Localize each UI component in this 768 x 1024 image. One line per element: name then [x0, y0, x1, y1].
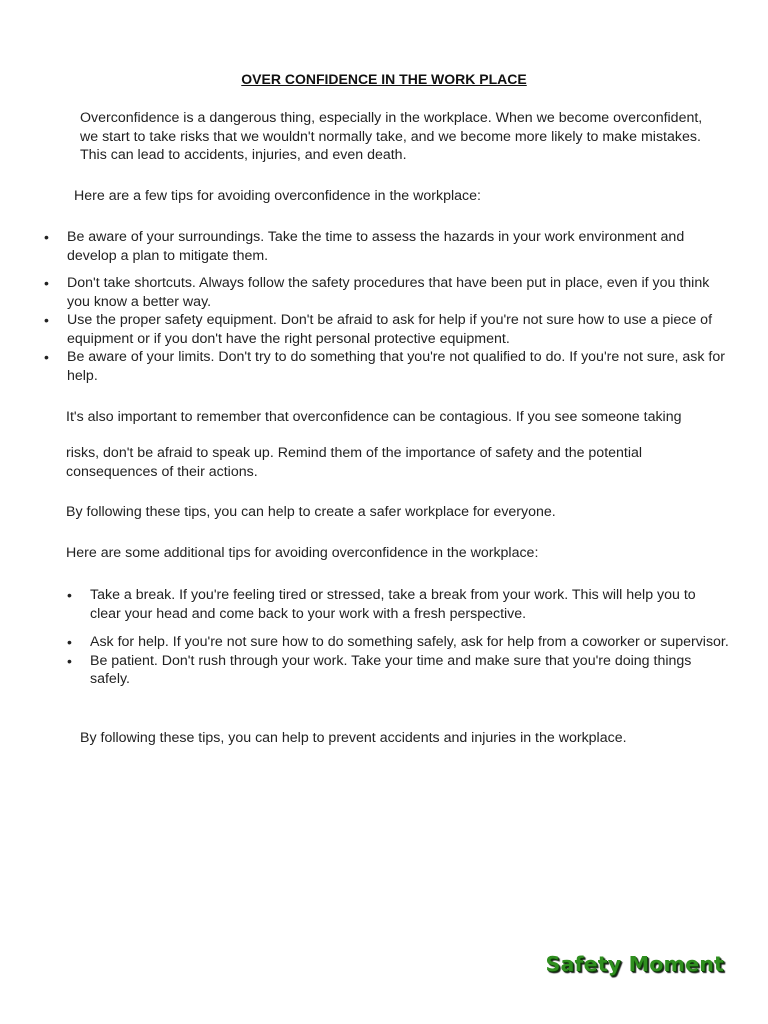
bullet-icon: • [44, 312, 49, 328]
additional-tips-list [67, 586, 730, 689]
list-item-text: Use the proper safety equipment. Don't be afraid to ask for help if you're not sure how to use a piece of equipment or if you don't have the right personal protective equipment. [67, 312, 713, 347]
list-item-text: Be patient. Don't rush through your work. Take your time and make sure that you're doing things safely. [90, 652, 692, 687]
list-item [44, 311, 727, 348]
list-item-text: Be aware of your limits. Don't try to do something that you're not qualified to do. If you're not sure, ask for help. [67, 349, 725, 384]
bullet-icon: • [67, 634, 72, 650]
safety-moment-logo: Safety Moment [545, 952, 724, 976]
document-title: OVER CONFIDENCE IN THE WORK PLACE [241, 71, 527, 87]
list-item [44, 274, 727, 311]
list-item-text: Ask for help. If you're not sure how to do something safely, ask for help from a coworker or supervisor. [90, 634, 729, 650]
list-item-text: Take a break. If you're feeling tired or stressed, take a break from your work. This will help you to clear your head and come back to your work with a fresh perspective. [90, 587, 696, 622]
contagious-paragraph-line1: It's also important to remember that overconfidence can be contagious. If you see someone taking [66, 409, 682, 425]
list-item [44, 348, 727, 385]
bullet-icon: • [67, 652, 72, 669]
closing-paragraph: By following these tips, you can help to prevent accidents and injuries in the workplace. [80, 730, 627, 746]
list-item [67, 652, 730, 689]
contagious-paragraph-line2: risks, don't be afraid to speak up. Remind them of the importance of safety and the potential consequences of their actions. [66, 445, 643, 480]
additional-tips-intro: Here are some additional tips for avoiding overconfidence in the workplace: [66, 545, 539, 561]
list-item [44, 228, 727, 265]
bullet-icon: • [44, 349, 49, 365]
list-item [67, 633, 730, 652]
tips-intro-paragraph: Here are a few tips for avoiding overconfidence in the workplace: [74, 188, 481, 204]
bullet-icon: • [44, 275, 49, 291]
bullet-icon: • [44, 229, 49, 245]
list-item [67, 586, 730, 623]
following-tips-paragraph: By following these tips, you can help to create a safer workplace for everyone. [66, 504, 556, 520]
intro-paragraph: Overconfidence is a dangerous thing, especially in the workplace. When we become overconfident, we start to take risks that we wouldn't normally take, and we become more likely to make mistakes. This can lead to accidents, injuries, and even death. [80, 110, 703, 163]
list-item-text: Don't take shortcuts. Always follow the safety procedures that have been put in place, even if you think you know a better way. [67, 275, 710, 310]
bullet-icon: • [67, 587, 72, 603]
tips-list [44, 228, 727, 385]
list-item-text: Be aware of your surroundings. Take the time to assess the hazards in your work environment and develop a plan to mitigate them. [67, 229, 685, 264]
